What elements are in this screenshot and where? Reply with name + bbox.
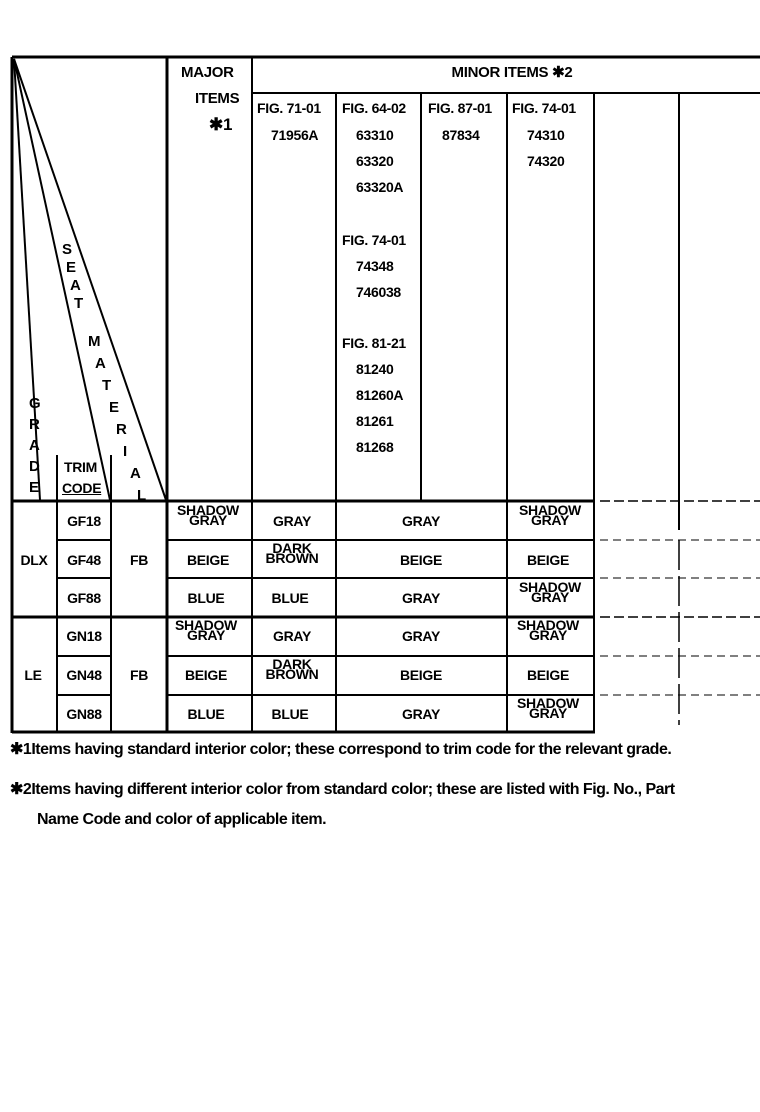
seat-material-letter: L [137,487,146,504]
part-number: 74310 [527,127,565,143]
grade-header-letter: R [29,416,40,433]
part-number: 746038 [356,284,401,300]
seat-material-letter: A [95,355,106,372]
minor-color-col1: GRAY [273,513,311,529]
part-number: 74320 [527,153,565,169]
minor-color-col1: DARK BROWN [265,540,319,566]
minor-color-col3: SHADOW GRAY [519,502,581,528]
part-number: 63320A [356,179,404,195]
minor-color-col3: BEIGE [526,667,570,683]
minor-color-col1: BLUE [271,706,309,722]
trim-code-cell: GF88 [67,590,101,606]
trim-code-header-line1: TRIM [64,459,98,475]
major-item-color: BEIGE [186,552,230,568]
seat-material-letter: S [62,241,72,258]
minor-color-col1: GRAY [273,628,311,644]
minor-color-col2: GRAY [402,628,440,644]
major-item-color: BLUE [187,590,225,606]
minor-color-col2: GRAY [402,513,440,529]
part-number: 63320 [356,153,394,169]
part-number: 87834 [442,127,480,143]
part-number: 81240 [356,361,394,377]
fig-heading: FIG. 87-01 [428,100,492,116]
major-item-color: BEIGE [184,667,228,683]
fig-heading: FIG. 81-21 [342,335,406,351]
major-items-line1: MAJOR [181,64,234,81]
trim-code-cell: GN88 [66,706,102,722]
minor-color-col2: BEIGE [399,552,443,568]
minor-color-col1: BLUE [271,590,309,606]
footnote-1 [10,742,671,758]
seat-material-letter: E [109,399,119,416]
fig-heading: FIG. 64-02 [342,100,406,116]
seat-material-letter: I [123,443,127,460]
seat-material-letter: R [116,421,127,438]
grade-header-letter: A [29,437,40,454]
trim-code-cell: GF48 [67,552,101,568]
part-number: 71956A [271,127,319,143]
minor-color-col3: BEIGE [526,552,570,568]
part-number: 81268 [356,439,394,455]
major-item-color: BLUE [187,706,225,722]
footnote-2-mark: ✱2 [10,781,32,798]
footnote-2-text: Items having different interior color from standard color; these are listed with Fig. No., Part [31,781,675,798]
seat-material-letter: M [88,333,101,350]
part-number: 74348 [356,258,394,274]
grade-header-letter: D [29,458,40,475]
minor-color-col1: DARK BROWN [265,656,319,682]
footnote-2 [10,782,675,798]
seat-material-letter: A [70,277,81,294]
minor-color-col3: SHADOW GRAY [517,617,579,643]
major-item-color: SHADOW GRAY [175,617,237,643]
minor-color-col2: BEIGE [399,667,443,683]
part-number: 81260A [356,387,404,403]
part-number: 63310 [356,127,394,143]
seat-material-cell: FB [129,667,149,683]
grade-header-letter: G [29,395,41,412]
seat-material-letter: E [66,259,76,276]
major-items-line2: ITEMS [195,90,240,107]
trim-code-cell: GF18 [67,513,101,529]
grade-cell: LE [24,667,42,683]
major-items-ref: ✱1 [209,115,233,134]
minor-items-header: MINOR ITEMS ✱2 [451,64,573,81]
seat-material-letter: T [102,377,111,394]
minor-color-col3: SHADOW GRAY [517,695,579,721]
fig-heading: FIG. 74-01 [342,232,406,248]
footnote-1-text: Items having standard interior color; these correspond to trim code for the relevant grade. [31,741,672,758]
fig-heading: FIG. 74-01 [512,100,576,116]
trim-code-header-line2: CODE [62,480,102,496]
footnote-1-mark: ✱1 [10,741,32,758]
trim-code-cell: GN48 [66,667,102,683]
minor-color-col3: SHADOW GRAY [519,579,581,605]
minor-color-col2: GRAY [402,590,440,606]
fig-heading: FIG. 71-01 [257,100,321,116]
grade-cell: DLX [20,552,48,568]
footnote-2-line2: Name Code and color of applicable item. [37,811,327,828]
seat-material-cell: FB [129,552,149,568]
major-item-color: SHADOW GRAY [177,502,239,528]
seat-material-letter: A [130,465,141,482]
minor-color-col2: GRAY [402,706,440,722]
trim-code-cell: GN18 [66,628,102,644]
grade-header-letter: E [29,479,39,496]
seat-material-letter: T [74,295,83,312]
part-number: 81261 [356,413,394,429]
